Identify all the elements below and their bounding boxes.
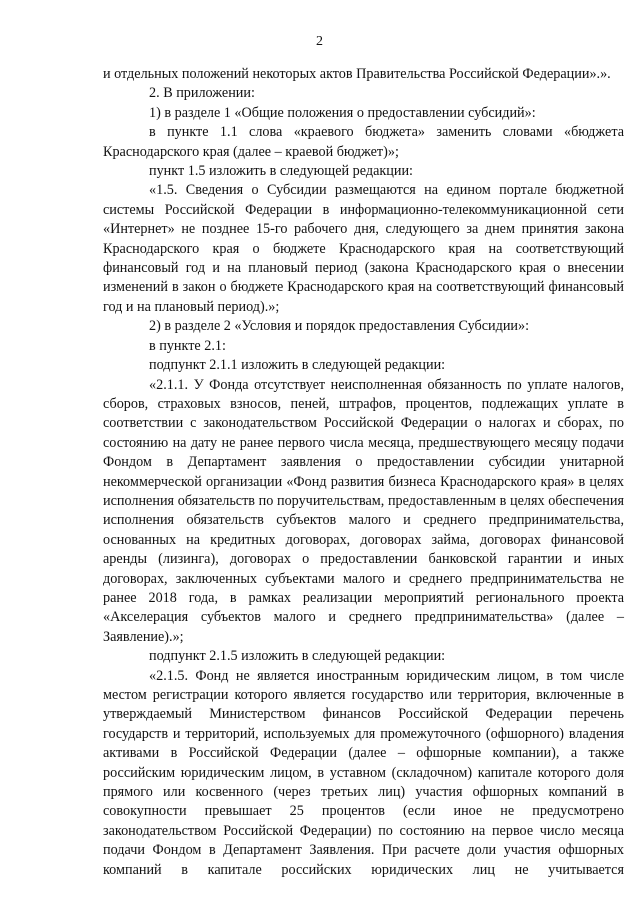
document-body [103, 65, 624, 880]
paragraph: 2. В приложении: [149, 85, 255, 102]
paragraph: в пункте 1.1 слова «краевого бюджета» заменить словами «бюджета Краснодарского края (далее – краевой бюджет)»; [103, 124, 624, 160]
paragraph: «2.1.5. Фонд не является иностранным юридическим лицом, в том числе местом регистрации которого является государство или территория, включенные в утверждаемый Министерством финансов Российской Федерации перечень государств и территорий, используемых для промежуточного (офшорного) владения активами в Российской Федерации (далее – офшорные компании), а также российским юридическим лицом, в уставном (складочном) капитале которого доля прямого или косвенного (через третьих лиц) участия офшорных компаний в совокупности превышает 25 процентов (если иное не предусмотрено законодательством Российской Федерации) по состоянию на первое число месяца подачи Фондом в Департамент Заявления. При расчете доли участия офшорных компаний в капитале российских юридических лиц не учитывается [103, 667, 624, 878]
paragraph: и отдельных положений некоторых актов Правительства Российской Федерации».». [103, 66, 611, 82]
paragraph: подпункт 2.1.1 изложить в следующей редакции: [149, 357, 446, 374]
paragraph: подпункт 2.1.5 изложить в следующей редакции: [149, 648, 446, 665]
paragraph: «1.5. Сведения о Субсидии размещаются на едином портале бюджетной системы Российской Федерации в информационно-телекоммуникационной сети «Интернет» не позднее 15-го рабочего дня, следующего за днем принятия закона Краснодарского края о бюджете Краснодарского края на соответствующий финансовый год и на плановый период (закона Краснодарского края о внесении изменений в закон о бюджете Краснодарского края на соответствующий финансовый год и на плановый период).»; [103, 182, 624, 315]
paragraph: в пункте 2.1: [149, 337, 226, 354]
paragraph: «2.1.1. У Фонда отсутствует неисполненная обязанность по уплате налогов, сборов, страховых взносов, пеней, штрафов, процентов, подлежащих уплате в соответствии с законодательством Российской Федерации о налогах и сборах, по состоянию на дату не ранее первого числа месяца, предшествующего месяцу подачи Фондом в Департамент заявления о предоставлении субсидии унитарной некоммерческой организации «Фонд развития бизнеса Краснодарского края» в целях исполнения обязательств по поручительствам, предоставленным в целях обеспечения исполнения обязательств субъектов малого и среднего предпринимательства, основанных на кредитных договорах, договорах займа, договорах финансовой аренды (лизинга), договорах о предоставлении банковской гарантии и иных договорах, заключенных субъектами малого и среднего предпринимательства не ранее 2018 года, в рамках реализации мероприятий регионального проекта «Акселерация субъектов малого и среднего предпринимательства» (далее – Заявление).»; [103, 376, 624, 645]
paragraph: 1) в разделе 1 «Общие положения о предоставлении субсидий»: [149, 104, 536, 121]
page-number: 2 [316, 34, 323, 49]
paragraph: пункт 1.5 изложить в следующей редакции: [149, 163, 413, 180]
paragraph: 2) в разделе 2 «Условия и порядок предоставления Субсидии»: [149, 318, 530, 335]
